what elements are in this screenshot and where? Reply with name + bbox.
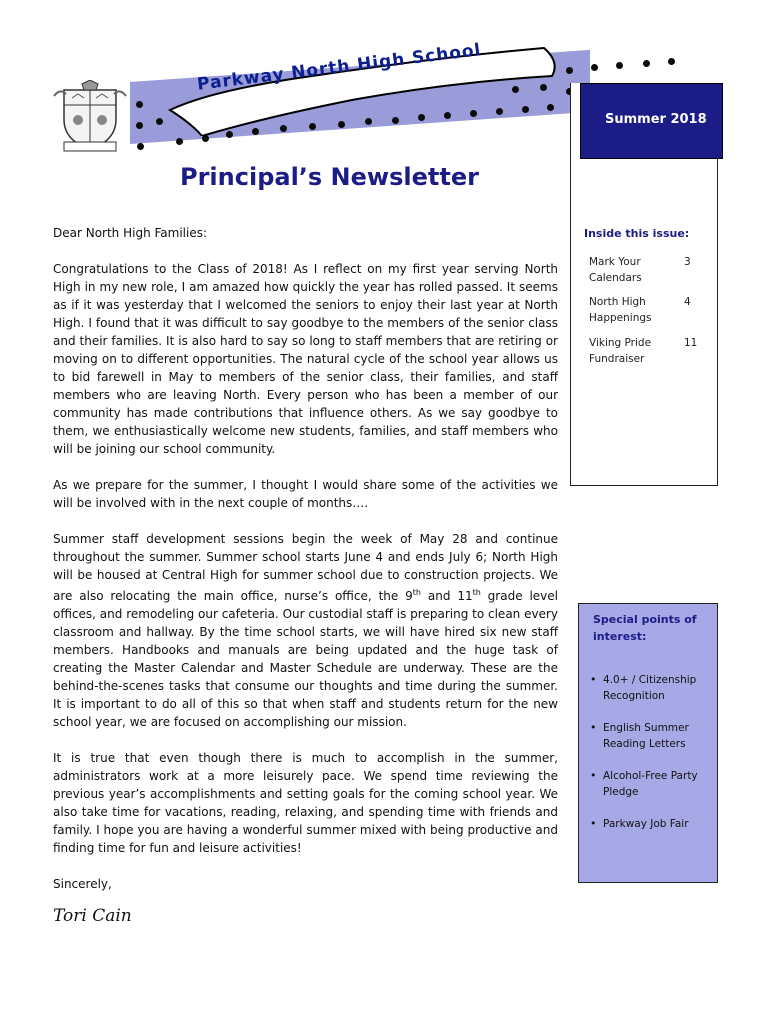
school-crest bbox=[50, 80, 130, 154]
toc-item[interactable] bbox=[589, 335, 699, 367]
letter-paragraph bbox=[53, 530, 558, 731]
special-point-item: • 4.0+ / Citizenship Recognition bbox=[588, 672, 708, 704]
toc-item[interactable] bbox=[589, 254, 699, 286]
letter-paragraph: As we prepare for the summer, I thought I would share some of the activities we will be involved with in the next couple of months…. bbox=[53, 478, 558, 510]
special-points-list bbox=[588, 672, 708, 848]
letter-body bbox=[53, 224, 558, 911]
letter-closing: Sincerely, bbox=[53, 877, 112, 891]
toc-title: North High Happenings bbox=[589, 296, 652, 324]
paragraph-text: Summer staff development sessions begin the week of May 28 and continue throughout the summer. Summer school starts June 4 and ends July 6; North High will be housed at Central High for summer school due to construction projects. We are also relocating the main office, nurse’s office, the 9 bbox=[53, 532, 558, 603]
paragraph-text: and 11 bbox=[421, 589, 473, 603]
special-point-item: • Parkway Job Fair bbox=[588, 816, 708, 832]
toc-title: Viking Pride Fundraiser bbox=[589, 337, 652, 365]
toc-page: 4 bbox=[684, 296, 691, 308]
letter-greeting: Dear North High Families: bbox=[53, 226, 208, 240]
superscript: th bbox=[472, 588, 481, 597]
school-name: Parkway North High School bbox=[196, 40, 483, 95]
inside-issue-heading: Inside this issue: bbox=[584, 227, 690, 240]
paragraph-text: grade level offices, and remodeling our cafeteria. Our custodial staff is preparing to clean every classroom and hallway. By the time school starts, we will have hired six new staff members. Handbooks and manuals are being updated and the huge task of creating the Master Calendar and Master Schedule are underway. These are the behind-the-scenes tasks that consume our thoughts and time during the summer. It is important to do all of this so that when staff and students return for the new school year, we are focused on accomplishing our mission. bbox=[53, 589, 558, 729]
edition-label: Summer 2018 bbox=[605, 112, 707, 127]
newsletter-title: Principal’s Newsletter bbox=[180, 163, 479, 191]
toc-page: 11 bbox=[684, 337, 698, 349]
toc-item[interactable] bbox=[589, 294, 699, 326]
toc-page: 3 bbox=[684, 256, 691, 268]
letter-paragraph: It is true that even though there is much to accomplish in the summer, administrators work at a more leisurely pace. We spend time reviewing the previous year’s accomplishments and setting goals for the coming school year. We also take time for vacations, reading, relaxing, and spending time with friends and family. I hope you are having a wonderful summer mixed with being productive and finding time for fun and leisure activities! bbox=[53, 751, 558, 855]
special-points-heading: Special points of interest: bbox=[593, 613, 697, 643]
special-point-item: • Alcohol-Free Party Pledge bbox=[588, 768, 708, 800]
toc-title: Mark Your Calendars bbox=[589, 256, 642, 284]
letter-paragraph: Congratulations to the Class of 2018! As I reflect on my first year serving North High in my new role, I am amazed how quickly the year has rolled passed. It seems as if it was yesterday that I welcomed the seniors to enjoy their last year at North High. I found that it was difficult to say goodbye to the members of the senior class and their families. It is also hard to say so long to staff members that are retiring or moving on to different opportunities. The natural cycle of the school year allows us to bid farewell in May to members of the senior class, their families, and staff members who are leaving North. Every person who has been a member of our community has made contributions that influence others. As we say goodbye to them, we enthusiastically welcome new students, families, and staff members who will be joining our school community. bbox=[53, 262, 558, 456]
superscript: th bbox=[412, 588, 421, 597]
signature: Tori Cain bbox=[53, 906, 132, 926]
special-point-item: • English Summer Reading Letters bbox=[588, 720, 708, 752]
